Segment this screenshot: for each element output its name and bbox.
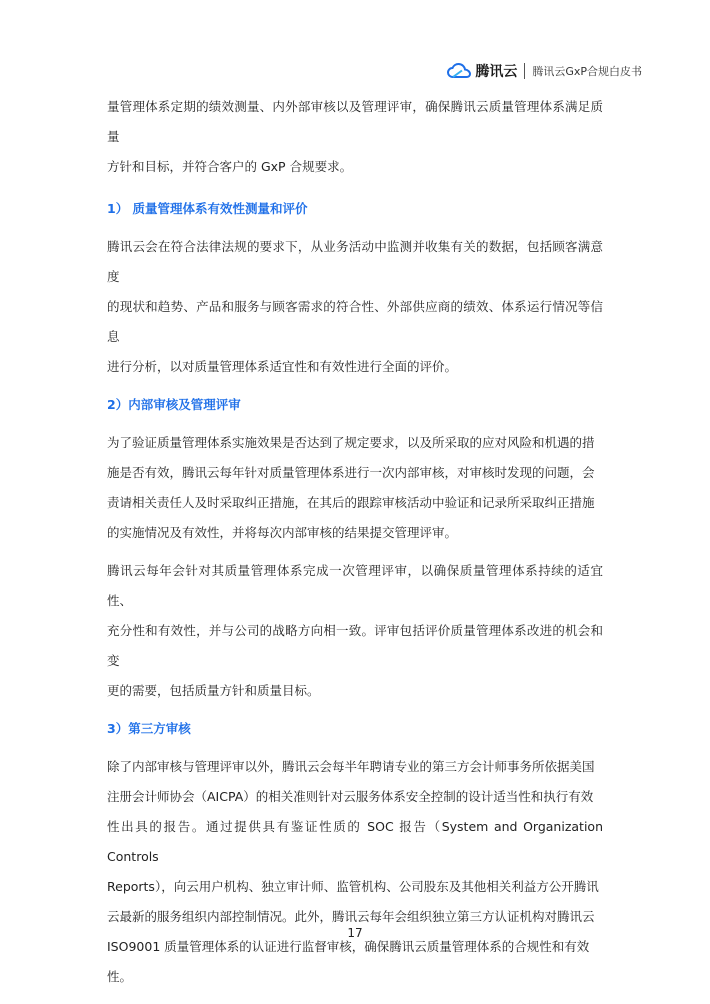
paragraph-line: 除了内部审核与管理评审以外，腾讯云会每半年聘请专业的第三方会计师事务所依据美国 bbox=[107, 759, 595, 774]
page-content bbox=[107, 92, 603, 992]
paragraph-line: ISO9001 质量管理体系的认证进行监督审核，确保腾讯云质量管理体系的合规性和有效 bbox=[107, 939, 590, 954]
page-number: 17 bbox=[347, 926, 363, 940]
paragraph-line: 为了验证质量管理体系实施效果是否达到了规定要求，以及所采取的应对风险和机遇的措 bbox=[107, 435, 595, 450]
section-heading-1: 1） 质量管理体系有效性测量和评价 bbox=[107, 201, 308, 216]
paragraph-line: 责请相关责任人及时采取纠正措施，在其后的跟踪审核活动中验证和记录所采取纠正措施 bbox=[107, 495, 595, 510]
paragraph-line: 充分性和有效性，并与公司的战略方向相一致。评审包括评价质量管理体系改进的机会和变 bbox=[107, 623, 603, 668]
section-heading-3: 3）第三方审核 bbox=[107, 721, 191, 736]
brand-name: 腾讯云 bbox=[475, 64, 518, 80]
paragraph-line: 腾讯云会在符合法律法规的要求下，从业务活动中监测并收集有关的数据，包括顾客满意度 bbox=[107, 239, 603, 284]
paragraph-line: 注册会计师协会（AICPA）的相关准则针对云服务体系安全控制的设计适当性和执行有效 bbox=[107, 789, 594, 804]
paragraph-line: 量管理体系定期的绩效测量、内外部审核以及管理评审，确保腾讯云质量管理体系满足质量 bbox=[107, 99, 603, 144]
document-title: 腾讯云GxP合规白皮书 bbox=[532, 65, 642, 78]
paragraph-line: 更的需要，包括质量方针和质量目标。 bbox=[107, 683, 320, 698]
paragraph-line: Reports），向云用户机构、独立审计师、监管机构、公司股东及其他相关利益方公开腾讯 bbox=[107, 879, 599, 894]
paragraph-line: 性。 bbox=[107, 969, 133, 984]
cloud-icon bbox=[447, 63, 471, 79]
paragraph-line: 方针和目标，并符合客户的 GxP 合规要求。 bbox=[107, 159, 353, 174]
paragraph-line: 云最新的服务组织内部控制情况。此外，腾讯云每年会组织独立第三方认证机构对腾讯云 bbox=[107, 909, 595, 924]
paragraph-line: 腾讯云每年会针对其质量管理体系完成一次管理评审，以确保质量管理体系持续的适宜性、 bbox=[107, 563, 603, 608]
page-header bbox=[447, 60, 642, 82]
paragraph-line: 的实施情况及有效性，并将每次内部审核的结果提交管理评审。 bbox=[107, 525, 458, 540]
section-heading-2: 2）内部审核及管理评审 bbox=[107, 397, 241, 412]
paragraph-line: 性出具的报告。通过提供具有鉴证性质的 SOC 报告（System and Organization Controls bbox=[107, 819, 603, 864]
paragraph-line: 进行分析，以对质量管理体系适宜性和有效性进行全面的评价。 bbox=[107, 359, 458, 374]
paragraph-line: 施是否有效，腾讯云每年针对质量管理体系进行一次内部审核，对审核时发现的问题，会 bbox=[107, 465, 595, 480]
tencent-cloud-logo bbox=[447, 61, 517, 81]
paragraph-line: 的现状和趋势、产品和服务与顾客需求的符合性、外部供应商的绩效、体系运行情况等信息 bbox=[107, 299, 603, 344]
header-separator bbox=[524, 63, 525, 79]
